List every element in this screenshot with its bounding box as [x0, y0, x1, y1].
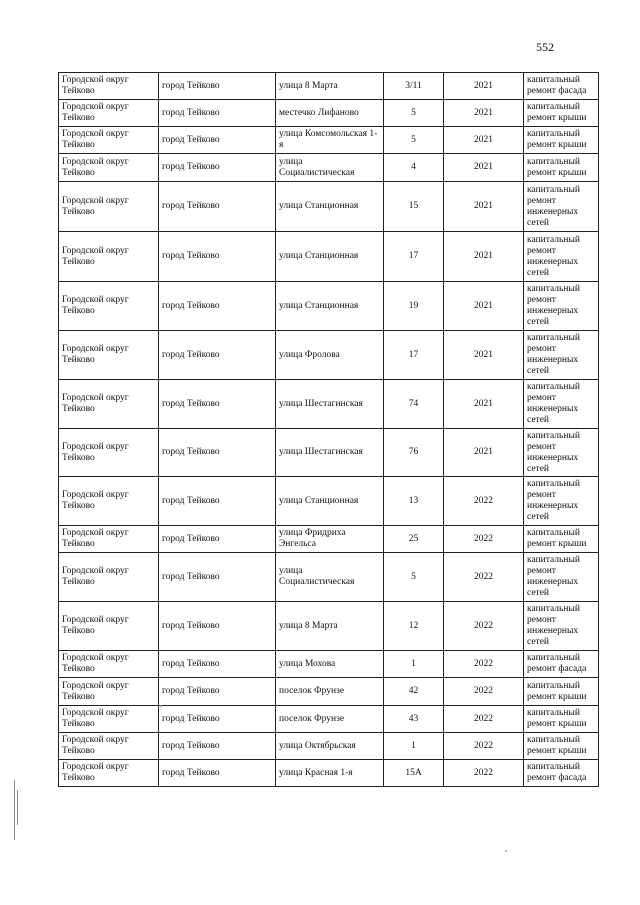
cell-street: поселок Фрунзе: [276, 678, 384, 706]
cell-house: 15: [384, 182, 444, 232]
table-row: [59, 678, 599, 706]
table-row: [59, 733, 599, 760]
cell-settlement: город Тейково: [159, 760, 276, 787]
cell-municipality: Городской округ Тейково: [59, 477, 159, 526]
cell-work: капитальный ремонт инженерных сетей: [524, 553, 599, 602]
cell-street: улица Шестагинская: [276, 380, 384, 429]
cell-street: улица 8 Марта: [276, 602, 384, 651]
cell-work: капитальный ремонт крыши: [524, 154, 599, 182]
cell-year: 2021: [444, 282, 524, 331]
cell-work: капитальный ремонт инженерных сетей: [524, 602, 599, 651]
cell-municipality: Городской округ Тейково: [59, 678, 159, 706]
cell-street: улица Фролова: [276, 331, 384, 380]
cell-settlement: город Тейково: [159, 331, 276, 380]
cell-year: 2021: [444, 232, 524, 282]
scan-speck: [505, 850, 507, 852]
cell-work: капитальный ремонт инженерных сетей: [524, 477, 599, 526]
cell-settlement: город Тейково: [159, 127, 276, 154]
cell-settlement: город Тейково: [159, 602, 276, 651]
cell-work: капитальный ремонт инженерных сетей: [524, 429, 599, 477]
cell-house: 43: [384, 706, 444, 733]
cell-year: 2022: [444, 760, 524, 787]
cell-year: 2021: [444, 380, 524, 429]
table-row: [59, 380, 599, 429]
cell-municipality: Городской округ Тейково: [59, 651, 159, 678]
scan-artifact-line: [17, 790, 18, 825]
table-row: [59, 232, 599, 282]
cell-house: 17: [384, 232, 444, 282]
cell-work: капитальный ремонт фасада: [524, 651, 599, 678]
cell-year: 2022: [444, 477, 524, 526]
cell-work: капитальный ремонт инженерных сетей: [524, 182, 599, 232]
cell-settlement: город Тейково: [159, 477, 276, 526]
cell-house: 74: [384, 380, 444, 429]
table-row: [59, 154, 599, 182]
cell-street: улица 8 Марта: [276, 73, 384, 100]
cell-settlement: город Тейково: [159, 100, 276, 127]
table-row: [59, 651, 599, 678]
cell-settlement: город Тейково: [159, 678, 276, 706]
page-number: 552: [536, 40, 554, 54]
table-row: [59, 760, 599, 787]
cell-work: капитальный ремонт инженерных сетей: [524, 380, 599, 429]
cell-year: 2021: [444, 100, 524, 127]
cell-year: 2022: [444, 553, 524, 602]
cell-work: капитальный ремонт крыши: [524, 100, 599, 127]
cell-settlement: город Тейково: [159, 73, 276, 100]
cell-municipality: Городской округ Тейково: [59, 73, 159, 100]
cell-street: улица Станционная: [276, 477, 384, 526]
cell-work: капитальный ремонт крыши: [524, 127, 599, 154]
cell-house: 1: [384, 733, 444, 760]
cell-house: 5: [384, 100, 444, 127]
cell-work: капитальный ремонт крыши: [524, 526, 599, 553]
cell-house: 5: [384, 553, 444, 602]
cell-settlement: город Тейково: [159, 733, 276, 760]
cell-year: 2021: [444, 127, 524, 154]
table-row: [59, 477, 599, 526]
cell-house: 15А: [384, 760, 444, 787]
cell-municipality: Городской округ Тейково: [59, 760, 159, 787]
cell-year: 2022: [444, 733, 524, 760]
table-row: [59, 100, 599, 127]
table-row: [59, 706, 599, 733]
cell-work: капитальный ремонт инженерных сетей: [524, 282, 599, 331]
cell-house: 19: [384, 282, 444, 331]
table-row: [59, 127, 599, 154]
cell-year: 2022: [444, 651, 524, 678]
cell-municipality: Городской округ Тейково: [59, 733, 159, 760]
cell-street: улица Социалистическая: [276, 154, 384, 182]
cell-work: капитальный ремонт фасада: [524, 760, 599, 787]
table-row: [59, 526, 599, 553]
cell-work: капитальный ремонт крыши: [524, 678, 599, 706]
cell-street: улица Октябрьская: [276, 733, 384, 760]
cell-municipality: Городской округ Тейково: [59, 282, 159, 331]
cell-municipality: Городской округ Тейково: [59, 429, 159, 477]
scan-artifact-line: [14, 780, 15, 840]
cell-street: улица Шестагинская: [276, 429, 384, 477]
cell-municipality: Городской округ Тейково: [59, 182, 159, 232]
cell-municipality: Городской округ Тейково: [59, 706, 159, 733]
cell-street: улица Комсомольская 1-я: [276, 127, 384, 154]
cell-municipality: Городской округ Тейково: [59, 232, 159, 282]
cell-year: 2022: [444, 526, 524, 553]
cell-year: 2021: [444, 331, 524, 380]
cell-house: 1: [384, 651, 444, 678]
cell-municipality: Городской округ Тейково: [59, 526, 159, 553]
cell-municipality: Городской округ Тейково: [59, 331, 159, 380]
cell-year: 2022: [444, 678, 524, 706]
cell-street: улица Фридриха Энгельса: [276, 526, 384, 553]
table-row: [59, 553, 599, 602]
cell-street: улица Станционная: [276, 232, 384, 282]
cell-year: 2021: [444, 73, 524, 100]
cell-house: 3/11: [384, 73, 444, 100]
cell-house: 76: [384, 429, 444, 477]
cell-municipality: Городской округ Тейково: [59, 154, 159, 182]
cell-municipality: Городской округ Тейково: [59, 380, 159, 429]
cell-street: улица Мохова: [276, 651, 384, 678]
repair-schedule-table: [58, 72, 599, 787]
cell-settlement: город Тейково: [159, 282, 276, 331]
cell-year: 2021: [444, 154, 524, 182]
scan-speck: [160, 705, 162, 707]
cell-municipality: Городской округ Тейково: [59, 127, 159, 154]
cell-year: 2021: [444, 429, 524, 477]
cell-work: капитальный ремонт крыши: [524, 733, 599, 760]
cell-settlement: город Тейково: [159, 182, 276, 232]
cell-house: 12: [384, 602, 444, 651]
cell-work: капитальный ремонт фасада: [524, 73, 599, 100]
cell-municipality: Городской округ Тейково: [59, 553, 159, 602]
cell-settlement: город Тейково: [159, 553, 276, 602]
cell-street: улица Красная 1-я: [276, 760, 384, 787]
cell-work: капитальный ремонт инженерных сетей: [524, 232, 599, 282]
cell-settlement: город Тейково: [159, 706, 276, 733]
cell-settlement: город Тейково: [159, 429, 276, 477]
cell-street: улица Станционная: [276, 282, 384, 331]
cell-municipality: Городской округ Тейково: [59, 100, 159, 127]
table-row: [59, 73, 599, 100]
cell-settlement: город Тейково: [159, 154, 276, 182]
cell-house: 25: [384, 526, 444, 553]
table-row: [59, 331, 599, 380]
cell-settlement: город Тейково: [159, 526, 276, 553]
table-row: [59, 429, 599, 477]
cell-year: 2021: [444, 182, 524, 232]
cell-street: местечко Лифаново: [276, 100, 384, 127]
cell-house: 13: [384, 477, 444, 526]
cell-street: улица Социалистическая: [276, 553, 384, 602]
cell-street: поселок Фрунзе: [276, 706, 384, 733]
cell-work: капитальный ремонт крыши: [524, 706, 599, 733]
cell-house: 17: [384, 331, 444, 380]
table-row: [59, 182, 599, 232]
cell-year: 2022: [444, 706, 524, 733]
cell-municipality: Городской округ Тейково: [59, 602, 159, 651]
cell-work: капитальный ремонт инженерных сетей: [524, 331, 599, 380]
cell-house: 4: [384, 154, 444, 182]
cell-house: 42: [384, 678, 444, 706]
cell-settlement: город Тейково: [159, 380, 276, 429]
cell-street: улица Станционная: [276, 182, 384, 232]
cell-settlement: город Тейково: [159, 651, 276, 678]
cell-settlement: город Тейково: [159, 232, 276, 282]
cell-year: 2022: [444, 602, 524, 651]
table-row: [59, 602, 599, 651]
table-row: [59, 282, 599, 331]
cell-house: 5: [384, 127, 444, 154]
